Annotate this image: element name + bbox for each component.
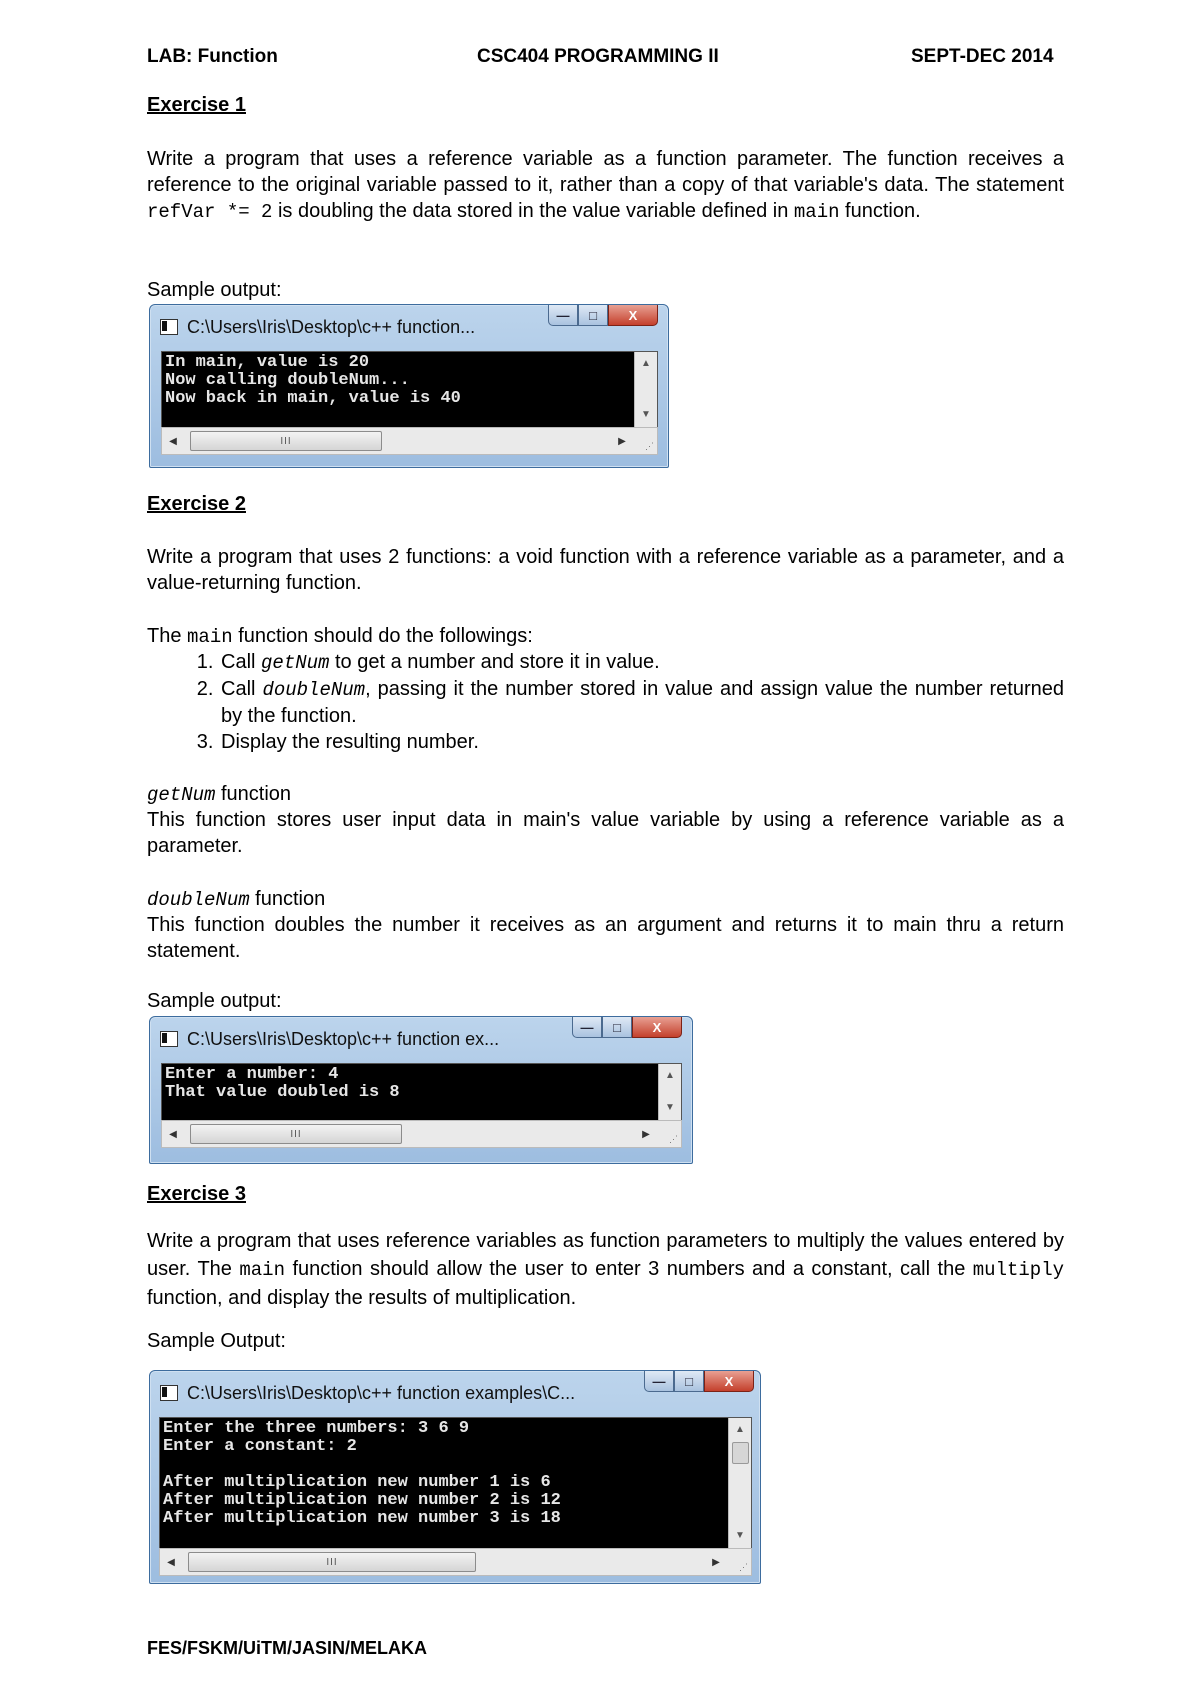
vertical-scrollbar[interactable] [634,352,657,427]
console-line [163,1456,561,1474]
vertical-scrollbar[interactable] [728,1418,751,1548]
minimize-button[interactable]: — [572,1017,602,1038]
text: function should allow the user to enter 3 numbers and a constant, call the [284,1258,973,1280]
resize-grip-icon[interactable]: ⋰ [645,441,654,451]
code-getnum: getNum [147,784,216,806]
console-line: Enter a number: 4 [165,1065,339,1084]
scroll-left-icon[interactable]: ◀ [169,1128,177,1140]
scroll-down-icon[interactable]: ▼ [665,1102,675,1113]
maximize-button[interactable]: □ [602,1017,632,1038]
text: Write a program that uses reference variables as function parameters to multiply the values entered by user. The [147,1230,1064,1280]
vertical-scroll-thumb[interactable] [732,1442,749,1464]
minimize-button[interactable]: — [548,305,578,326]
code-refvar: refVar *= 2 [147,201,273,223]
console-line: Now back in main, value is 40 [165,389,461,408]
exercise-3-sample-label: Sample Output: [147,1330,286,1352]
text: Write a program that uses a reference variable as a function parameter. The function receives a reference to the original variable passed to it, rather than a copy of that variable's data. The statement [147,148,1064,196]
getnum-heading [147,781,1064,808]
console-line: Enter a constant: 2 [163,1437,357,1456]
maximize-button[interactable]: □ [578,305,608,326]
text: is doubling the data stored in the value variable defined in [272,200,794,222]
code-getnum: getNum [261,652,330,674]
window-title: C:\Users\Iris\Desktop\c++ function... [187,316,476,337]
scroll-down-icon[interactable]: ▼ [735,1530,745,1541]
console-output [161,1063,682,1121]
text: to get a number and store it in value. [329,651,660,673]
code-doublenum: doubleNum [262,679,366,701]
doublenum-description: This function doubles the number it receives as an argument and returns it to main thru a return statement. [147,914,1064,962]
text: function [215,783,292,805]
text: Call [221,678,263,700]
close-button[interactable]: X [608,305,658,326]
console-text [165,354,461,408]
doublenum-heading [147,886,1064,913]
scroll-thumb[interactable]: III [188,1552,476,1572]
horizontal-scrollbar[interactable] [161,1120,682,1148]
resize-grip-icon[interactable]: ⋰ [739,1562,748,1572]
close-button[interactable]: X [632,1017,682,1038]
window-title: C:\Users\Iris\Desktop\c++ function ex... [187,1028,500,1049]
header-lab-title: LAB: Function [147,46,278,67]
vertical-scrollbar[interactable] [658,1064,681,1120]
console-line: After multiplication new number 3 is 18 [163,1509,561,1528]
code-main: main [239,1259,285,1281]
console-text [165,1066,400,1102]
list-item [219,649,1064,676]
window-title: C:\Users\Iris\Desktop\c++ function examples\C... [187,1382,576,1403]
text: The [147,625,188,647]
scroll-right-icon[interactable]: ▶ [642,1128,650,1140]
text: Call [221,651,262,673]
exercise-3-title: Exercise 3 [147,1183,246,1205]
list-item [219,676,1064,729]
code-main: main [793,201,840,223]
scroll-up-icon[interactable]: ▲ [665,1070,675,1081]
scroll-left-icon[interactable]: ◀ [167,1556,175,1568]
scroll-up-icon[interactable]: ▲ [641,358,651,369]
text: function. [839,200,921,222]
window-controls [644,1371,754,1392]
exercise-1-sample-label: Sample output: [147,279,282,301]
scroll-right-icon[interactable]: ▶ [618,435,626,447]
console-line: After multiplication new number 1 is 6 [163,1473,551,1492]
console-window-3 [149,1370,761,1584]
scroll-thumb[interactable]: III [190,431,382,451]
text: Display the resulting number. [221,731,479,753]
console-window-1 [149,304,669,468]
exercise-1-description [147,146,1064,225]
scroll-down-icon[interactable]: ▼ [641,409,651,420]
list-item [219,729,1064,755]
console-line: Enter the three numbers: 3 6 9 [163,1419,470,1438]
horizontal-scrollbar[interactable] [159,1548,752,1576]
horizontal-scrollbar[interactable] [161,427,658,455]
text: function, and display the results of multiplication. [147,1287,577,1309]
console-text [163,1420,561,1528]
code-multiply: multiply [972,1259,1064,1281]
header-semester: SEPT-DEC 2014 [911,46,1054,67]
close-button[interactable]: X [704,1371,754,1392]
exercise-3-description [147,1227,1064,1312]
window-controls [572,1017,682,1038]
window-controls [548,305,658,326]
console-icon [160,1385,178,1401]
code-doublenum: doubleNum [147,889,250,911]
console-icon [160,319,178,335]
text: function should do the followings: [232,625,533,647]
scroll-right-icon[interactable]: ▶ [712,1556,720,1568]
console-line: After multiplication new number 2 is 12 [163,1491,561,1510]
console-line: In main, value is 20 [165,353,370,372]
console-line: That value doubled is 8 [165,1083,400,1102]
exercise-2-main-instructions [147,623,1064,650]
exercise-2-title: Exercise 2 [147,493,246,515]
text: function [249,888,326,910]
page-footer: FES/FSKM/UiTM/JASIN/MELAKA [147,1638,428,1658]
exercise-2-sample-label: Sample output: [147,990,282,1012]
console-line: Now calling doubleNum... [165,371,410,390]
console-output [159,1417,752,1549]
resize-grip-icon[interactable]: ⋰ [669,1134,678,1144]
steps-list [147,649,1064,755]
console-output [161,351,658,428]
header-course: CSC404 PROGRAMMING II [477,46,719,67]
scroll-up-icon[interactable]: ▲ [735,1424,745,1435]
getnum-description: This function stores user input data in main's value variable by using a reference variable as a parameter. [147,809,1064,857]
text: , passing it the number stored in value and assign value the number returned by the function. [221,678,1064,727]
console-window-2 [149,1016,693,1164]
minimize-button[interactable]: — [644,1371,674,1392]
console-icon [160,1031,178,1047]
exercise-2-intro: Write a program that uses 2 functions: a void function with a reference variable as a parameter, and a value-returning function. [147,546,1064,594]
scroll-thumb[interactable]: III [190,1124,402,1144]
scroll-left-icon[interactable]: ◀ [169,435,177,447]
exercise-1-title: Exercise 1 [147,94,246,116]
code-main: main [187,626,233,648]
maximize-button[interactable]: □ [674,1371,704,1392]
